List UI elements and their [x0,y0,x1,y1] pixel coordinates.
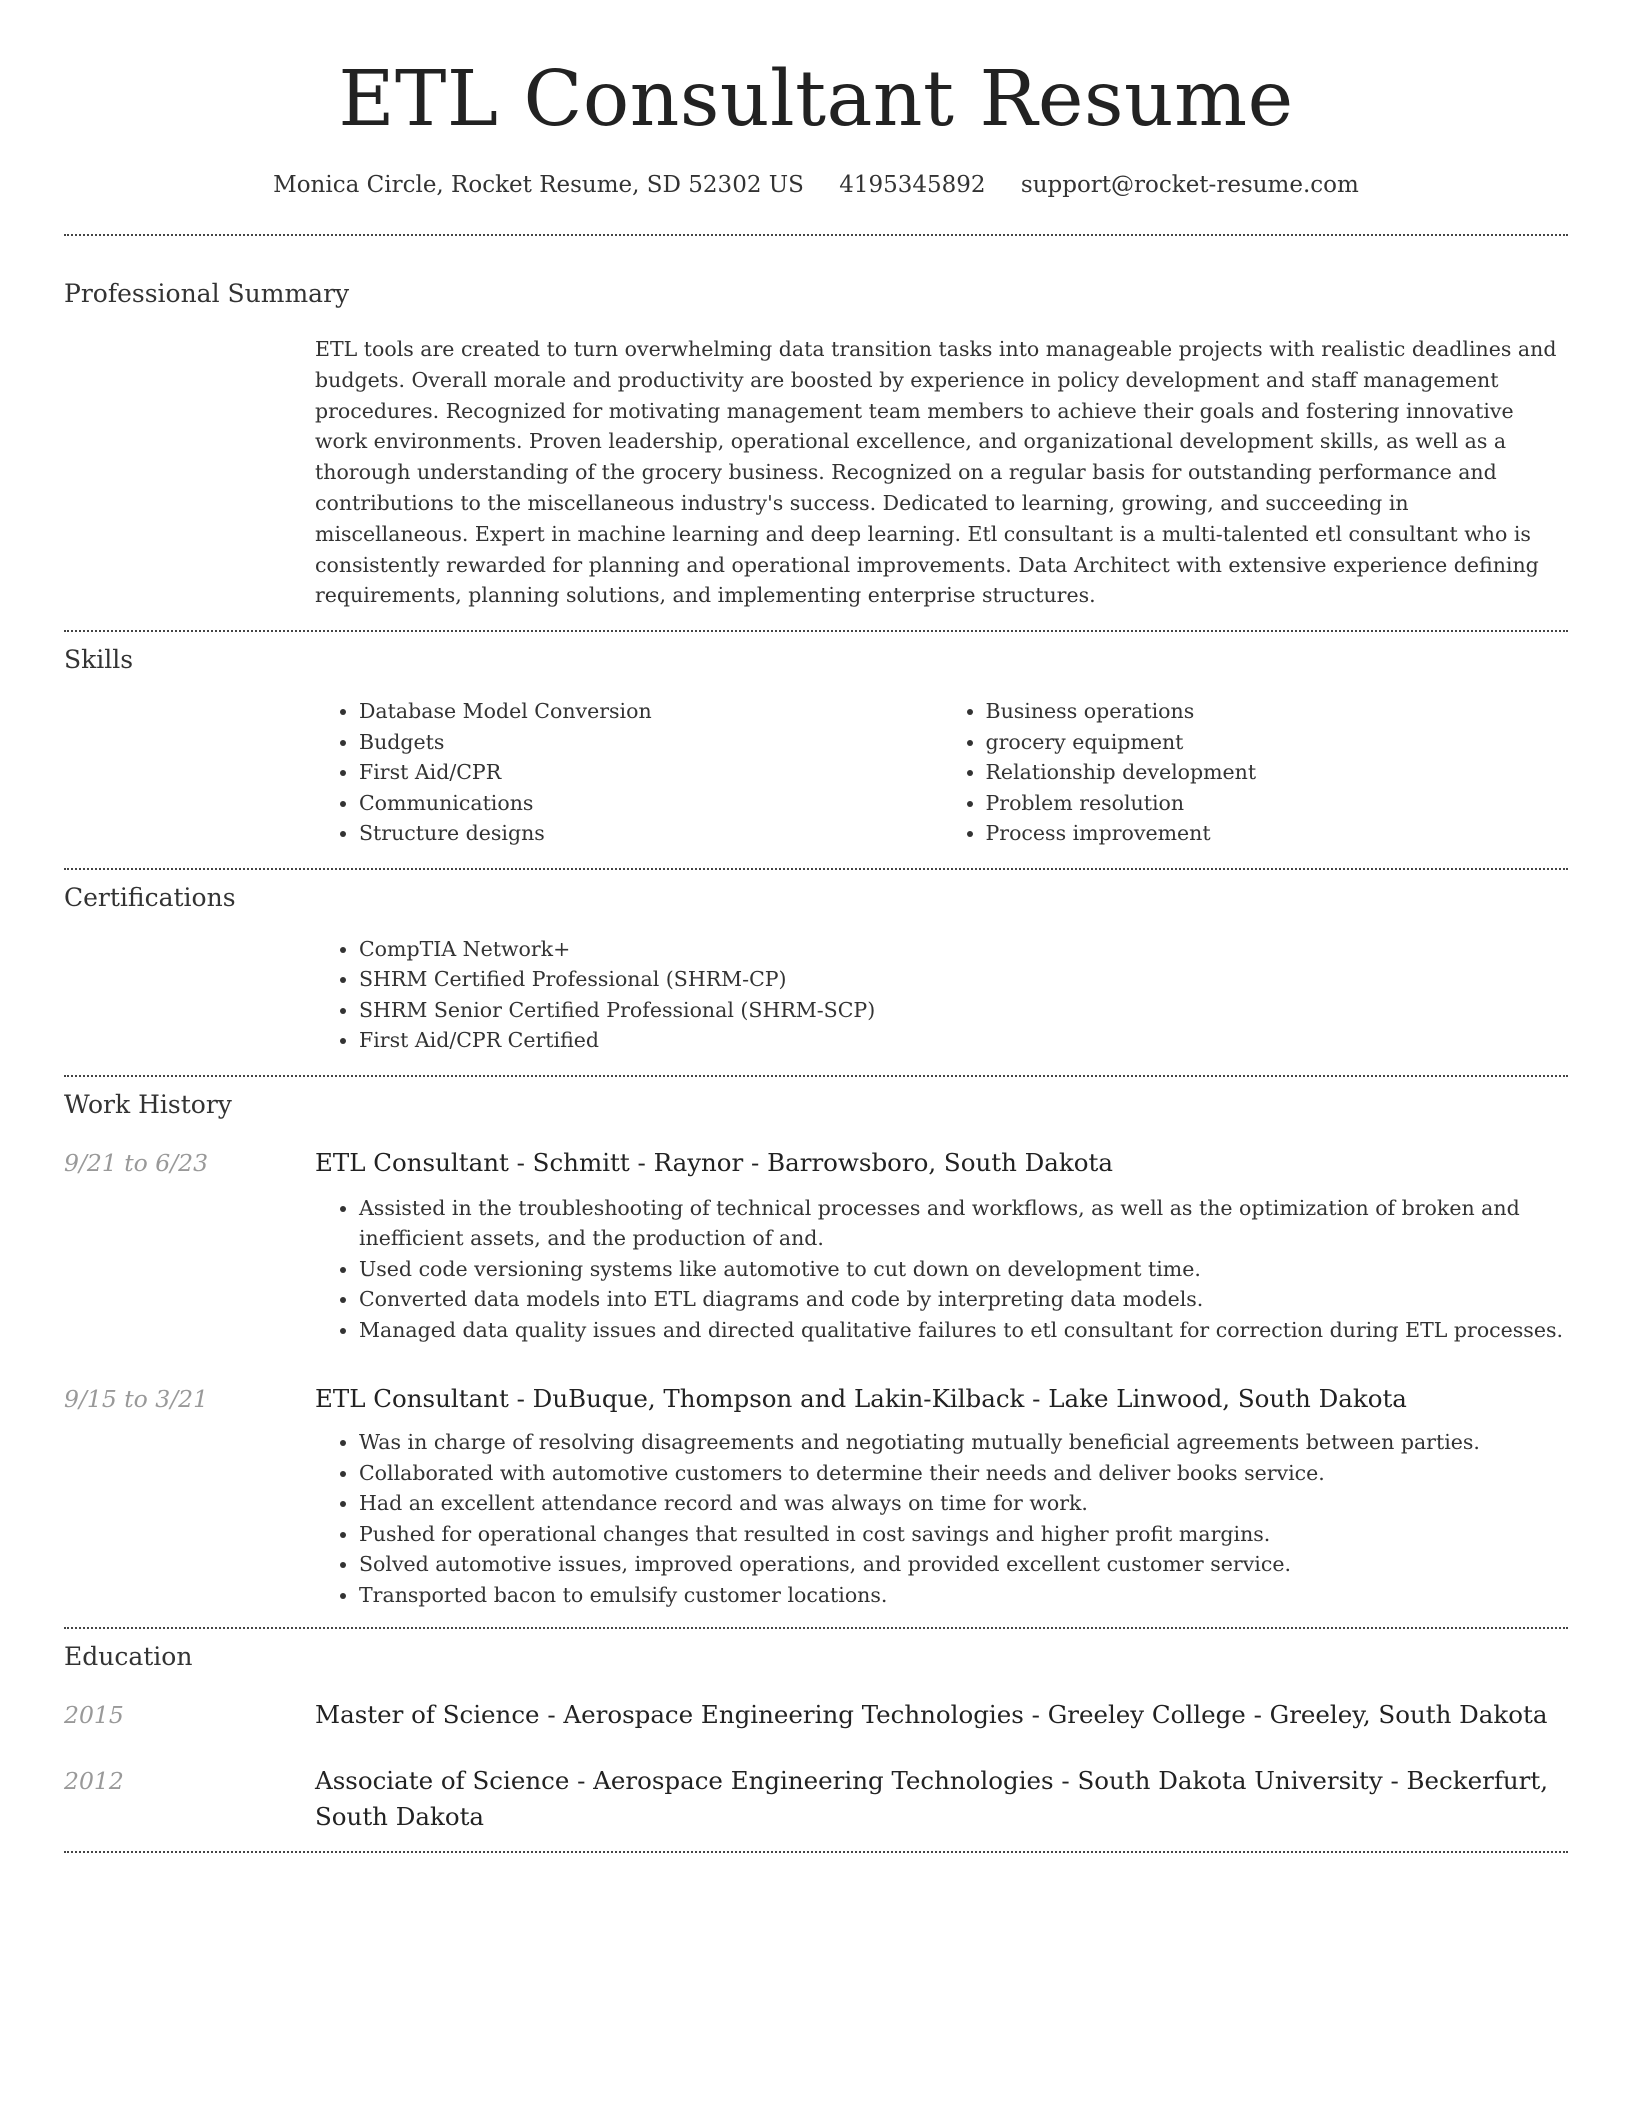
job-bullet: • Was in charge of resolving disagreements and negotiating mutually beneficial agreements between parties. [359,1427,1568,1458]
job-title: ETL Consultant - DuBuque, Thompson and Lakin-Kilback - Lake Linwood, South Dakota [315,1384,1407,1414]
certifications-heading: Certifications [64,882,236,912]
divider [64,868,1568,870]
work-history-heading: Work History [64,1089,232,1119]
divider [64,1627,1568,1629]
job-title: ETL Consultant - Schmitt - Raynor - Barrowsboro, South Dakota [315,1147,1113,1177]
skill-item: • First Aid/CPR [359,757,942,788]
skills-heading: Skills [64,645,134,675]
job-bullet: • Collaborated with automotive customers to determine their needs and deliver books service. [359,1458,1568,1489]
divider [64,630,1568,632]
skill-item: • Process improvement [986,818,1569,849]
certifications-list [315,934,1568,1056]
page-title: ETL Consultant Resume [338,55,1294,144]
job-dates: 9/21 to 6/23 [64,1148,209,1177]
skills-list-right [942,696,1569,849]
job-bullet: • Used code versioning systems like automotive to cut down on development time. [359,1254,1568,1285]
skill-item: • Communications [359,788,942,819]
job-entry [64,1381,1568,1417]
certification-item: • SHRM Senior Certified Professional (SHRM-SCP) [359,995,1568,1026]
job-bullet: • Managed data quality issues and directed qualitative failures to etl consultant for correction during ETL processes. [359,1315,1568,1346]
education-year: 2015 [64,1701,124,1730]
skill-item: • Budgets [359,727,942,758]
divider [64,234,1568,236]
certification-item: • First Aid/CPR Certified [359,1025,1568,1056]
contact-phone: 4195345892 [839,172,986,198]
contact-email[interactable]: support@rocket-resume.com [1020,172,1359,198]
contact-address: Monica Circle, Rocket Resume, SD 52302 US [273,172,804,198]
certification-item: • CompTIA Network+ [359,934,1568,965]
education-year: 2012 [64,1767,124,1796]
education-heading: Education [64,1642,193,1672]
education-title: Master of Science - Aerospace Engineering Technologies - Greeley College - Greeley, South Dakota [315,1700,1548,1730]
skills-list-left [315,696,942,849]
education-title: Associate of Science - Aerospace Engineering Technologies - South Dakota University - Beckerfurt, South Dakota [315,1766,1549,1832]
skill-item: • Problem resolution [986,788,1569,819]
skill-item: • Business operations [986,696,1569,727]
certification-item: • SHRM Certified Professional (SHRM-CP) [359,964,1568,995]
divider [64,1851,1568,1853]
education-entry [64,1763,1568,1835]
job-bullet: • Solved automotive issues, improved operations, and provided excellent customer service. [359,1549,1568,1580]
job-bullets [315,1193,1568,1346]
contact-info [64,170,1568,200]
skill-item: • Structure designs [359,818,942,849]
resume-page [64,0,1568,1853]
job-bullets [315,1427,1568,1610]
job-bullet: • Converted data models into ETL diagrams and code by interpreting data models. [359,1284,1568,1315]
job-bullet: • Had an excellent attendance record and was always on time for work. [359,1488,1568,1519]
divider [64,1075,1568,1077]
summary-text: ETL tools are created to turn overwhelming data transition tasks into manageable projects with realistic deadlines and budgets. Overall morale and productivity are boosted by experience in policy development and staff management procedures. Recognized for motivating management team members to achieve their goals and fostering innovative work environments. Proven leadership, operational excellence, and organizational development skills, as well as a thorough understanding of the grocery business. Recognized on a regular basis for outstanding performance and contributions to the miscellaneous industry's success. Dedicated to learning, growing, and succeeding in miscellaneous. Expert in machine learning and deep learning. Etl consultant is a multi-talented etl consultant who is consistently rewarded for planning and operational improvements. Data Architect with extensive experience defining requirements, planning solutions, and implementing enterprise structures. [315,337,1557,608]
skill-item: • grocery equipment [986,727,1569,758]
summary-heading: Professional Summary [64,279,350,308]
education-entry [64,1697,1568,1733]
skill-item: • Relationship development [986,757,1569,788]
job-bullet: • Pushed for operational changes that resulted in cost savings and higher profit margins. [359,1519,1568,1550]
job-bullet: • Assisted in the troubleshooting of technical processes and workflows, as well as the optimization of broken and inefficient assets, and the production of and. [359,1193,1568,1254]
job-entry [64,1145,1568,1181]
job-dates: 9/15 to 3/21 [64,1385,209,1414]
skill-item: • Database Model Conversion [359,696,942,727]
job-bullet: • Transported bacon to emulsify customer locations. [359,1580,1568,1611]
